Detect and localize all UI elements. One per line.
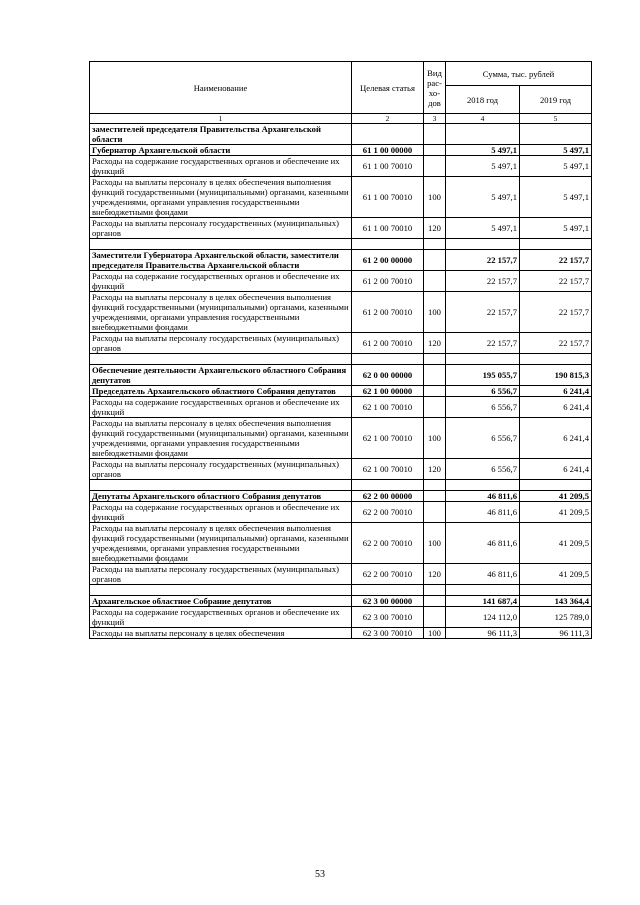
- row-target-code: 62 3 00 00000: [352, 596, 424, 607]
- row-target-code: 62 3 00 70010: [352, 607, 424, 628]
- column-number: 5: [520, 114, 592, 124]
- table-row: [90, 145, 592, 156]
- table-row: [90, 177, 592, 218]
- row-sum-2019: 6 241,4: [520, 459, 592, 480]
- row-expense-type: [424, 596, 446, 607]
- table-row: [90, 607, 592, 628]
- row-target-code: [352, 124, 424, 145]
- row-sum-2019: 22 157,7: [520, 292, 592, 333]
- table-body: [90, 114, 592, 639]
- table-header: [90, 62, 592, 114]
- row-sum-2018: 22 157,7: [446, 333, 520, 354]
- row-target-code: 62 1 00 70010: [352, 418, 424, 459]
- row-sum-2019: 5 497,1: [520, 218, 592, 239]
- table-row: [90, 491, 592, 502]
- row-target-code: 61 2 00 70010: [352, 292, 424, 333]
- table-row: [90, 523, 592, 564]
- row-sum-2018: 22 157,7: [446, 271, 520, 292]
- row-target-code: 61 1 00 70010: [352, 218, 424, 239]
- row-sum-2019: 41 209,5: [520, 523, 592, 564]
- row-sum-2019: 6 241,4: [520, 397, 592, 418]
- row-name: Заместители Губернатора Архангельской области, заместители председателя Правительства Архангельской области: [90, 250, 352, 271]
- row-sum-2019: 22 157,7: [520, 250, 592, 271]
- row-name: Расходы на содержание государственных органов и обеспечение их функций: [90, 502, 352, 523]
- row-target-code: 61 2 00 00000: [352, 250, 424, 271]
- row-sum-2019: 41 209,5: [520, 502, 592, 523]
- row-name: Депутаты Архангельского областного Собрания депутатов: [90, 491, 352, 502]
- row-sum-2018: 46 811,6: [446, 523, 520, 564]
- empty-cell: [352, 354, 424, 365]
- column-number: 2: [352, 114, 424, 124]
- empty-cell: [446, 239, 520, 250]
- table-row: [90, 418, 592, 459]
- header-name: Наименование: [90, 62, 352, 114]
- row-sum-2018: 5 497,1: [446, 156, 520, 177]
- row-sum-2019: 5 497,1: [520, 177, 592, 218]
- row-sum-2018: 195 055,7: [446, 365, 520, 386]
- empty-cell: [90, 480, 352, 491]
- row-expense-type: 100: [424, 292, 446, 333]
- column-number: 3: [424, 114, 446, 124]
- empty-cell: [90, 585, 352, 596]
- row-sum-2018: 5 497,1: [446, 177, 520, 218]
- row-expense-type: 100: [424, 523, 446, 564]
- row-expense-type: 100: [424, 177, 446, 218]
- row-name: Расходы на выплаты персоналу государственных (муниципальных) органов: [90, 218, 352, 239]
- row-expense-type: 120: [424, 459, 446, 480]
- row-name: Расходы на содержание государственных органов и обеспечение их функций: [90, 156, 352, 177]
- row-sum-2019: 6 241,4: [520, 418, 592, 459]
- row-sum-2019: 125 789,0: [520, 607, 592, 628]
- row-expense-type: [424, 124, 446, 145]
- table-row: [90, 218, 592, 239]
- empty-cell: [352, 239, 424, 250]
- row-sum-2018: 46 811,6: [446, 491, 520, 502]
- empty-cell: [424, 480, 446, 491]
- spacer-row: [90, 239, 592, 250]
- empty-cell: [424, 585, 446, 596]
- row-expense-type: [424, 156, 446, 177]
- row-sum-2018: 22 157,7: [446, 250, 520, 271]
- row-expense-type: 100: [424, 628, 446, 639]
- row-sum-2018: 6 556,7: [446, 386, 520, 397]
- spacer-row: [90, 585, 592, 596]
- row-target-code: 62 2 00 00000: [352, 491, 424, 502]
- table-row: [90, 156, 592, 177]
- row-sum-2019: 190 815,3: [520, 365, 592, 386]
- row-sum-2018: 5 497,1: [446, 218, 520, 239]
- table-row: [90, 333, 592, 354]
- table-row: [90, 386, 592, 397]
- row-target-code: 62 0 00 00000: [352, 365, 424, 386]
- row-target-code: 62 3 00 70010: [352, 628, 424, 639]
- row-target-code: 62 1 00 00000: [352, 386, 424, 397]
- row-expense-type: [424, 607, 446, 628]
- table-row: [90, 596, 592, 607]
- row-sum-2018: 46 811,6: [446, 564, 520, 585]
- table-row: [90, 502, 592, 523]
- column-number: 1: [90, 114, 352, 124]
- empty-cell: [352, 585, 424, 596]
- row-target-code: 62 2 00 70010: [352, 523, 424, 564]
- table-row: [90, 397, 592, 418]
- empty-cell: [446, 585, 520, 596]
- row-expense-type: [424, 250, 446, 271]
- table-row: [90, 271, 592, 292]
- row-name: заместителей председателя Правительства Архангельской области: [90, 124, 352, 145]
- empty-cell: [520, 239, 592, 250]
- column-number-row: [90, 114, 592, 124]
- empty-cell: [520, 480, 592, 491]
- row-name: Расходы на выплаты персоналу в целях обеспечения выполнения функций государственными (муниципальными) органами, казенными учреждениями, органами управления государственными внебюджетными фондами: [90, 292, 352, 333]
- header-year-2018: 2018 год: [446, 86, 520, 114]
- row-expense-type: [424, 491, 446, 502]
- header-sum: Сумма, тыс. рублей: [446, 62, 592, 86]
- empty-cell: [446, 354, 520, 365]
- row-target-code: 61 2 00 70010: [352, 271, 424, 292]
- row-target-code: 62 2 00 70010: [352, 564, 424, 585]
- row-name: Обеспечение деятельности Архангельского областного Собрания депутатов: [90, 365, 352, 386]
- row-expense-type: 120: [424, 333, 446, 354]
- row-sum-2019: 41 209,5: [520, 491, 592, 502]
- row-name: Расходы на выплаты персоналу в целях обеспечения выполнения функций государственными (муниципальными) органами, казенными учреждениями, органами управления государственными внебюджетными фондами: [90, 523, 352, 564]
- row-name: Архангельское областное Собрание депутатов: [90, 596, 352, 607]
- row-target-code: 62 1 00 70010: [352, 397, 424, 418]
- row-target-code: 61 1 00 70010: [352, 177, 424, 218]
- row-sum-2018: 141 687,4: [446, 596, 520, 607]
- row-expense-type: 120: [424, 218, 446, 239]
- row-sum-2018: 5 497,1: [446, 145, 520, 156]
- row-expense-type: [424, 365, 446, 386]
- row-sum-2018: 6 556,7: [446, 397, 520, 418]
- table-row: [90, 292, 592, 333]
- row-expense-type: 120: [424, 564, 446, 585]
- row-name: Расходы на содержание государственных органов и обеспечение их функций: [90, 271, 352, 292]
- row-sum-2019: [520, 124, 592, 145]
- spacer-row: [90, 354, 592, 365]
- row-sum-2018: 46 811,6: [446, 502, 520, 523]
- table-row: [90, 628, 592, 639]
- row-sum-2019: 5 497,1: [520, 156, 592, 177]
- empty-cell: [90, 239, 352, 250]
- row-expense-type: 100: [424, 418, 446, 459]
- row-sum-2019: 5 497,1: [520, 145, 592, 156]
- row-sum-2019: 6 241,4: [520, 386, 592, 397]
- row-sum-2019: 41 209,5: [520, 564, 592, 585]
- empty-cell: [520, 585, 592, 596]
- table-row: [90, 459, 592, 480]
- table-row: [90, 124, 592, 145]
- header-target: Целевая статья: [352, 62, 424, 114]
- row-name: Расходы на выплаты персоналу в целях обеспечения выполнения функций государственными (муниципальными) органами, казенными учреждениями, органами управления государственными внебюджетными фондами: [90, 177, 352, 218]
- row-name: Расходы на выплаты персоналу государственных (муниципальных) органов: [90, 564, 352, 585]
- row-sum-2019: 96 111,3: [520, 628, 592, 639]
- row-name: Расходы на содержание государственных органов и обеспечение их функций: [90, 607, 352, 628]
- row-name: Расходы на выплаты персоналу в целях обеспечения выполнения функций государственными (муниципальными) органами, казенными учреждениями, органами управления государственными внебюджетными фондами: [90, 418, 352, 459]
- header-year-2019: 2019 год: [520, 86, 592, 114]
- budget-table: [89, 61, 592, 639]
- empty-cell: [352, 480, 424, 491]
- row-sum-2018: 96 111,3: [446, 628, 520, 639]
- row-name: Расходы на выплаты персоналу государственных (муниципальных) органов: [90, 333, 352, 354]
- row-target-code: 62 2 00 70010: [352, 502, 424, 523]
- row-name: Губернатор Архангельской области: [90, 145, 352, 156]
- row-expense-type: [424, 271, 446, 292]
- row-target-code: 61 1 00 70010: [352, 156, 424, 177]
- empty-cell: [446, 480, 520, 491]
- row-name: Расходы на содержание государственных органов и обеспечение их функций: [90, 397, 352, 418]
- table-row: [90, 564, 592, 585]
- row-target-code: 61 2 00 70010: [352, 333, 424, 354]
- row-target-code: 61 1 00 00000: [352, 145, 424, 156]
- page-number: 53: [315, 869, 325, 880]
- row-expense-type: [424, 145, 446, 156]
- empty-cell: [424, 354, 446, 365]
- row-sum-2019: 22 157,7: [520, 271, 592, 292]
- empty-cell: [424, 239, 446, 250]
- table-row: [90, 365, 592, 386]
- row-expense-type: [424, 386, 446, 397]
- empty-cell: [90, 354, 352, 365]
- row-sum-2018: 6 556,7: [446, 418, 520, 459]
- table-row: [90, 250, 592, 271]
- row-sum-2019: 143 364,4: [520, 596, 592, 607]
- row-sum-2018: 124 112,0: [446, 607, 520, 628]
- column-number: 4: [446, 114, 520, 124]
- header-vid: Вид рас-хо-дов: [424, 62, 446, 114]
- row-name: Расходы на выплаты персоналу государственных (муниципальных) органов: [90, 459, 352, 480]
- row-target-code: 62 1 00 70010: [352, 459, 424, 480]
- row-name: Председатель Архангельского областного Собрания депутатов: [90, 386, 352, 397]
- spacer-row: [90, 480, 592, 491]
- row-expense-type: [424, 397, 446, 418]
- row-sum-2018: [446, 124, 520, 145]
- row-expense-type: [424, 502, 446, 523]
- empty-cell: [520, 354, 592, 365]
- row-sum-2018: 22 157,7: [446, 292, 520, 333]
- row-sum-2018: 6 556,7: [446, 459, 520, 480]
- row-name: Расходы на выплаты персоналу в целях обеспечения: [90, 628, 352, 639]
- row-sum-2019: 22 157,7: [520, 333, 592, 354]
